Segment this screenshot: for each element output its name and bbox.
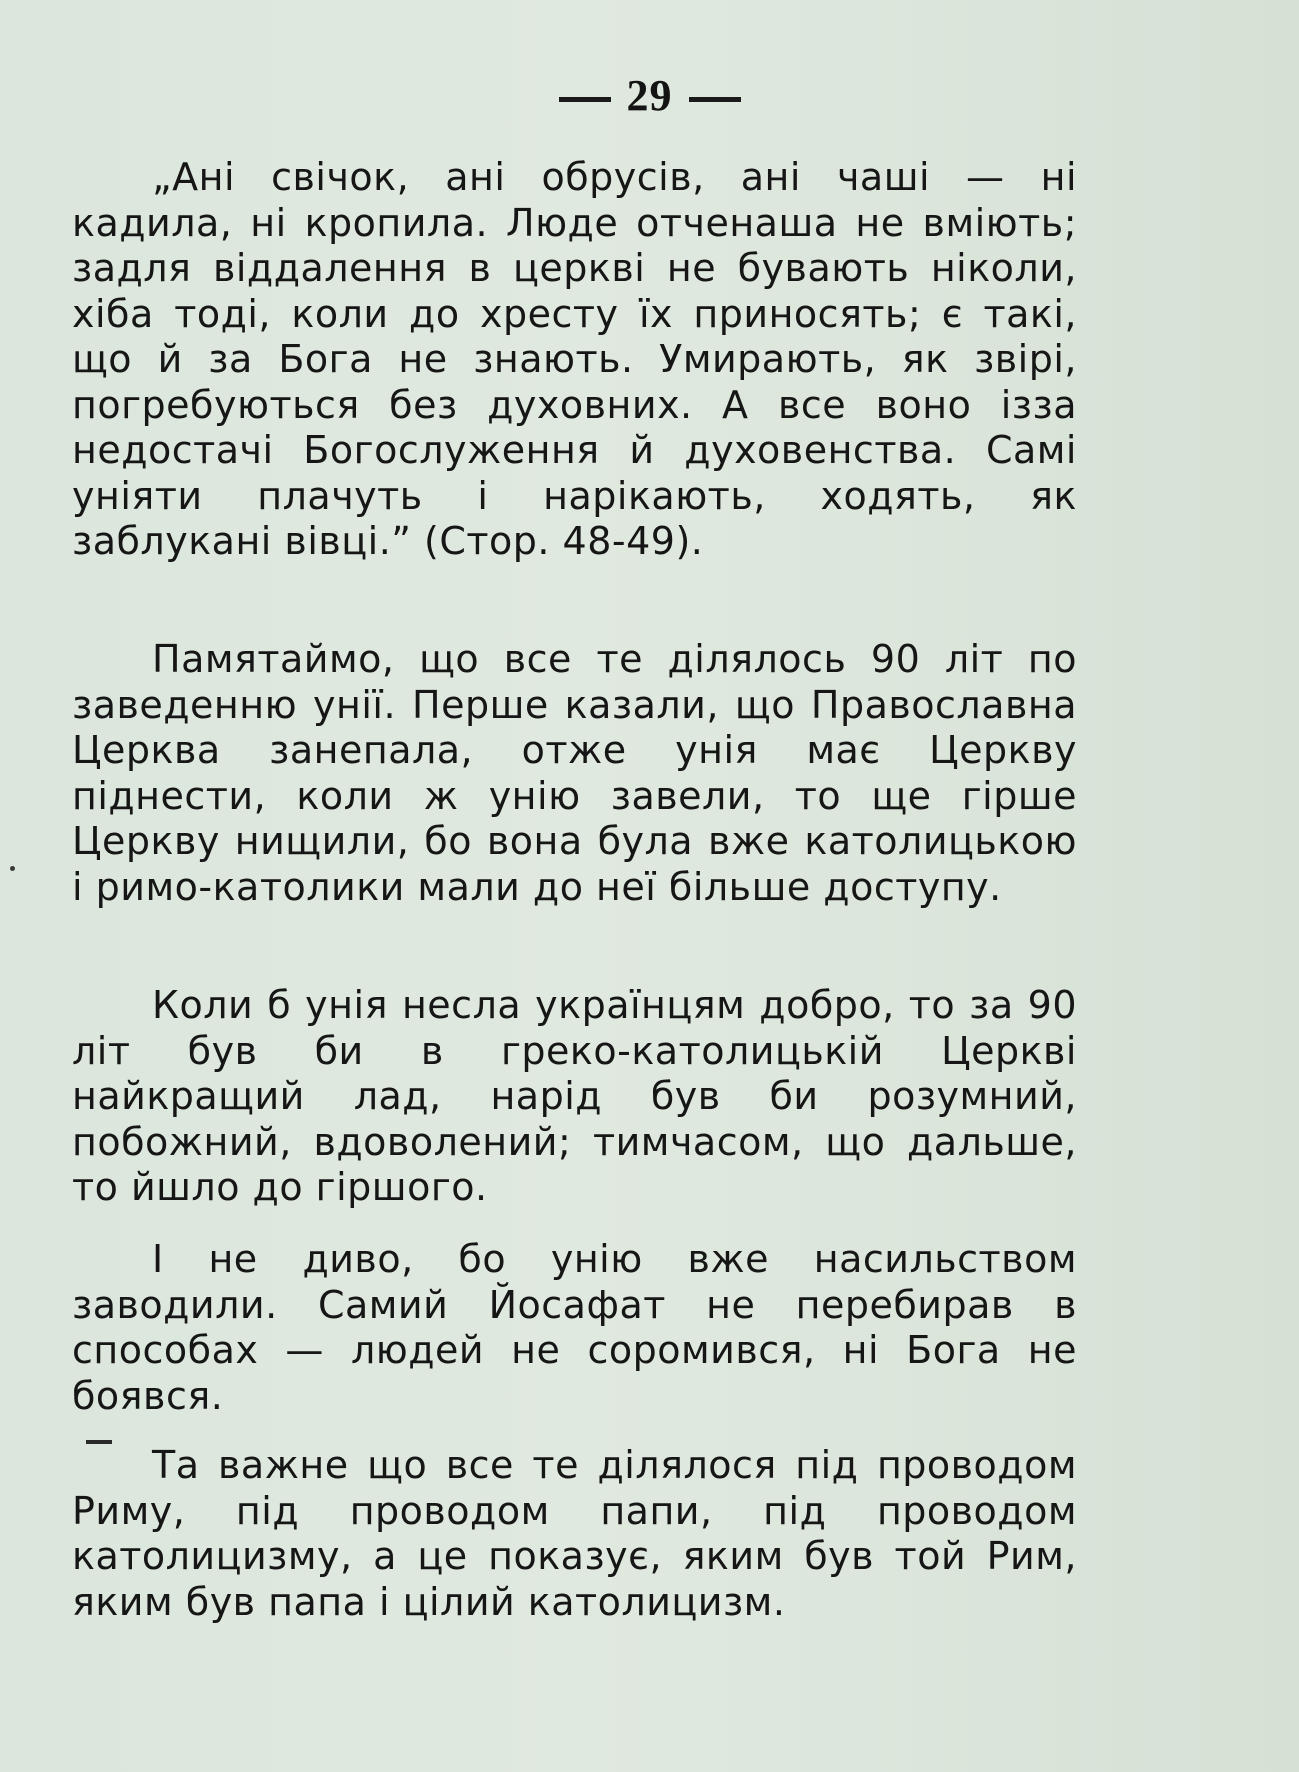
page-number-value: 29 — [626, 71, 673, 120]
left-dash — [559, 97, 611, 102]
paragraph-text: Памятаймо, що все те ділялось 90 літ по заведенню унії. Перше казали, що Православна Церква занепала, отже унія має Церкву піднести, коли ж унію завели, то ще гірше Церкву нищили, бо вона була вже католицькою і римо-католики мали до неї більше доступу. — [72, 637, 1077, 909]
paragraph-text: І не диво, бо унію вже насильством заводили. Самий Йосафат не перебирав в способах — людей не соромився, ні Бога не боявся. — [72, 1237, 1077, 1418]
paragraph-text: Та важне що все те ділялося під проводом Риму, під проводом папи, під проводом католицизму, а це показує, яким був той Рим, яким був папа і цілий католицизм. — [72, 1443, 1077, 1624]
paragraph-2 — [72, 637, 1077, 910]
paragraph-5 — [72, 1443, 1077, 1625]
paragraph-text: „Ані свічок, ані обрусів, ані чаші — ні кадила, ні кропила. Люде отченаша не вміють; задля віддалення в церкві не бувають ніколи, хіба тоді, коли до хресту їх приносять; є такі, що й за Бога не знають. Умирають, як звірі, погребуються без духовних. А все воно ізза недостачі Богослуження й духовенства. Самі уніяти плачуть і нарікають, ходять, як заблукані вівці.” (Стор. 48-49). — [72, 155, 1077, 563]
paragraph-3 — [72, 983, 1077, 1211]
paragraph-quote — [72, 155, 1077, 565]
right-dash — [689, 97, 741, 102]
print-speck — [10, 866, 15, 871]
paragraph-text: Коли б унія несла українцям добро, то за 90 літ був би в греко-католицькій Церкві найкращий лад, нарід був би розумний, побожний, вдоволений; тимчасом, що дальше, то йшло до гіршого. — [72, 983, 1077, 1209]
paragraph-4 — [72, 1237, 1077, 1419]
page-number — [0, 70, 1299, 121]
